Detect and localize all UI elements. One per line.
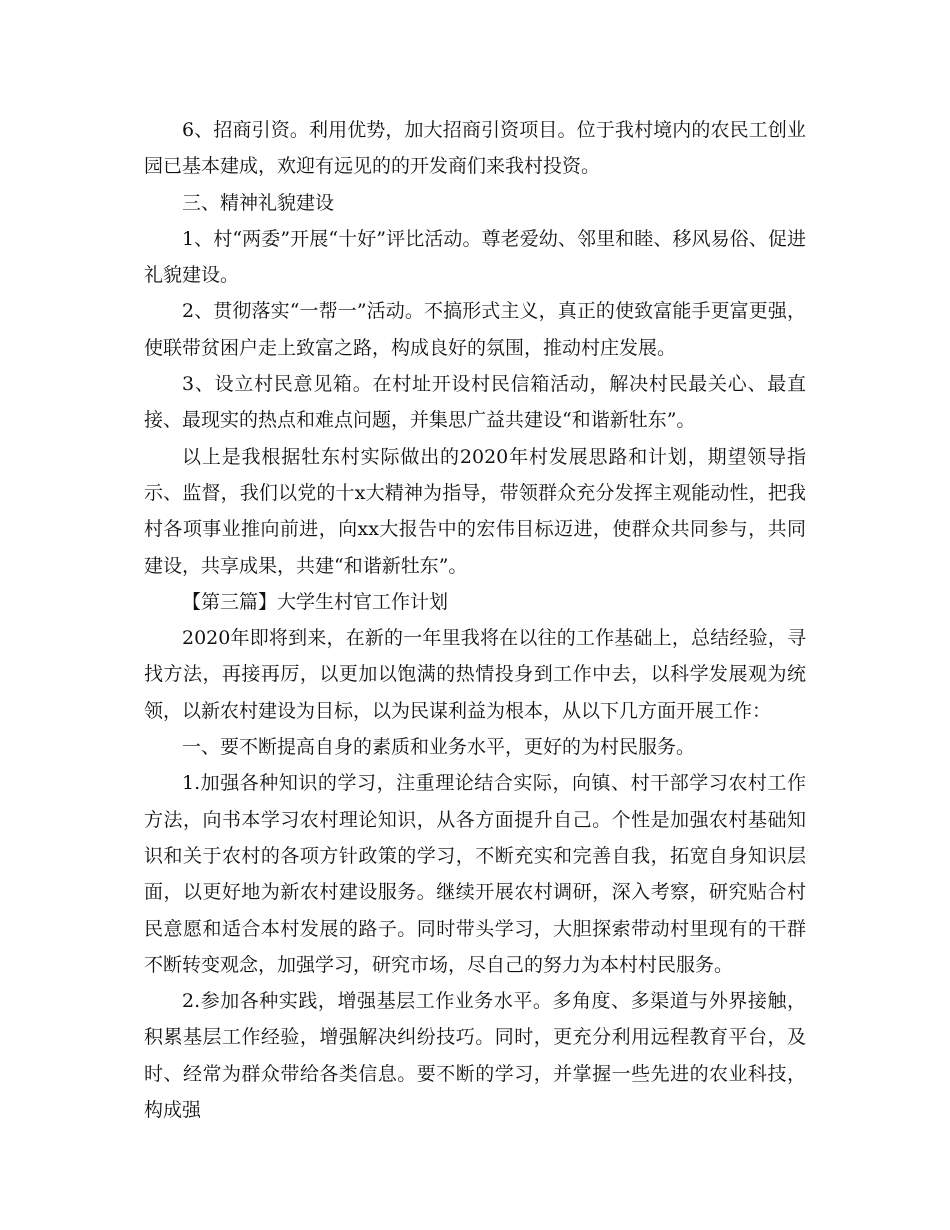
document-page — [144, 112, 806, 1128]
paragraph-practice: 2.参加各种实践，增强基层工作业务水平。多角度、多渠道与外界接触，积累基层工作经验，增强解决纠纷技巧。同时，更充分利用远程教育平台，及时、经常为群众带给各类信息。要不断的学习，并掌握一些先进的农业科技，构成强 — [144, 990, 806, 1122]
heading-spiritual-civility: 三、精神礼貌建设 — [182, 191, 335, 214]
paragraph-intro-2020: 2020年即将到来，在新的一年里我将在以往的工作基础上，总结经验，寻找方法，再接再厉，以更加以饱满的热情投身到工作中去，以科学发展观为统领，以新农村建设为目标，以为民谋利益为根本，从以下几方面开展工作： — [144, 627, 806, 722]
paragraph-investment: 6、招商引资。利用优势，加大招商引资项目。位于我村境内的农民工创业园已基本建成，欢迎有远见的的开发商们来我村投资。 — [144, 119, 806, 178]
paragraph-ten-good-campaign: 1、村“两委”开展“十好”评比活动。尊老爱幼、邻里和睦、移风易俗、促进礼貌建设。 — [144, 227, 806, 287]
paragraph-study-knowledge: 1.加强各种知识的学习，注重理论结合实际，向镇、村干部学习农村工作方法，向书本学习农村理论知识，从各方面提升自己。个性是加强农村基础知识和关于农村的各项方针政策的学习，不断充实和完善自我，拓宽自身知识层面，以更好地为新农村建设服务。继续开展农村调研，深入考察，研究贴合村民意愿和适合本村发展的路子。同时带头学习，大胆探索带动村里现有的干群不断转变观念，加强学习，研究市场，尽自己的努力为本村村民服务。 — [144, 772, 806, 976]
paragraph-summary: 以上是我根据牡东村实际做出的2020年村发展思路和计划，期望领导指示、监督，我们以党的十x大精神为指导，带领群众充分发挥主观能动性，把我村各项事业推向前进，向xx大报告中的宏伟目标迈进，使群众共同参与，共同建设，共享成果，共建“和谐新牡东”。 — [144, 445, 806, 577]
section-title-third-article: 【第三篇】大学生村官工作计划 — [182, 590, 449, 613]
paragraph-one-helps-one: 2、贯彻落实“一帮一”活动。不搞形式主义，真正的使致富能手更富更强，使联带贫困户走上致富之路，构成良好的氛围，推动村庄发展。 — [144, 300, 806, 359]
heading-improve-quality: 一、要不断提高自身的素质和业务水平，更好的为村民服务。 — [182, 736, 696, 759]
paragraph-suggestion-box: 3、设立村民意见箱。在村址开设村民信箱活动，解决村民最关心、最直接、最现实的热点和难点问题，并集思广益共建设“和谐新牡东”。 — [144, 373, 806, 432]
